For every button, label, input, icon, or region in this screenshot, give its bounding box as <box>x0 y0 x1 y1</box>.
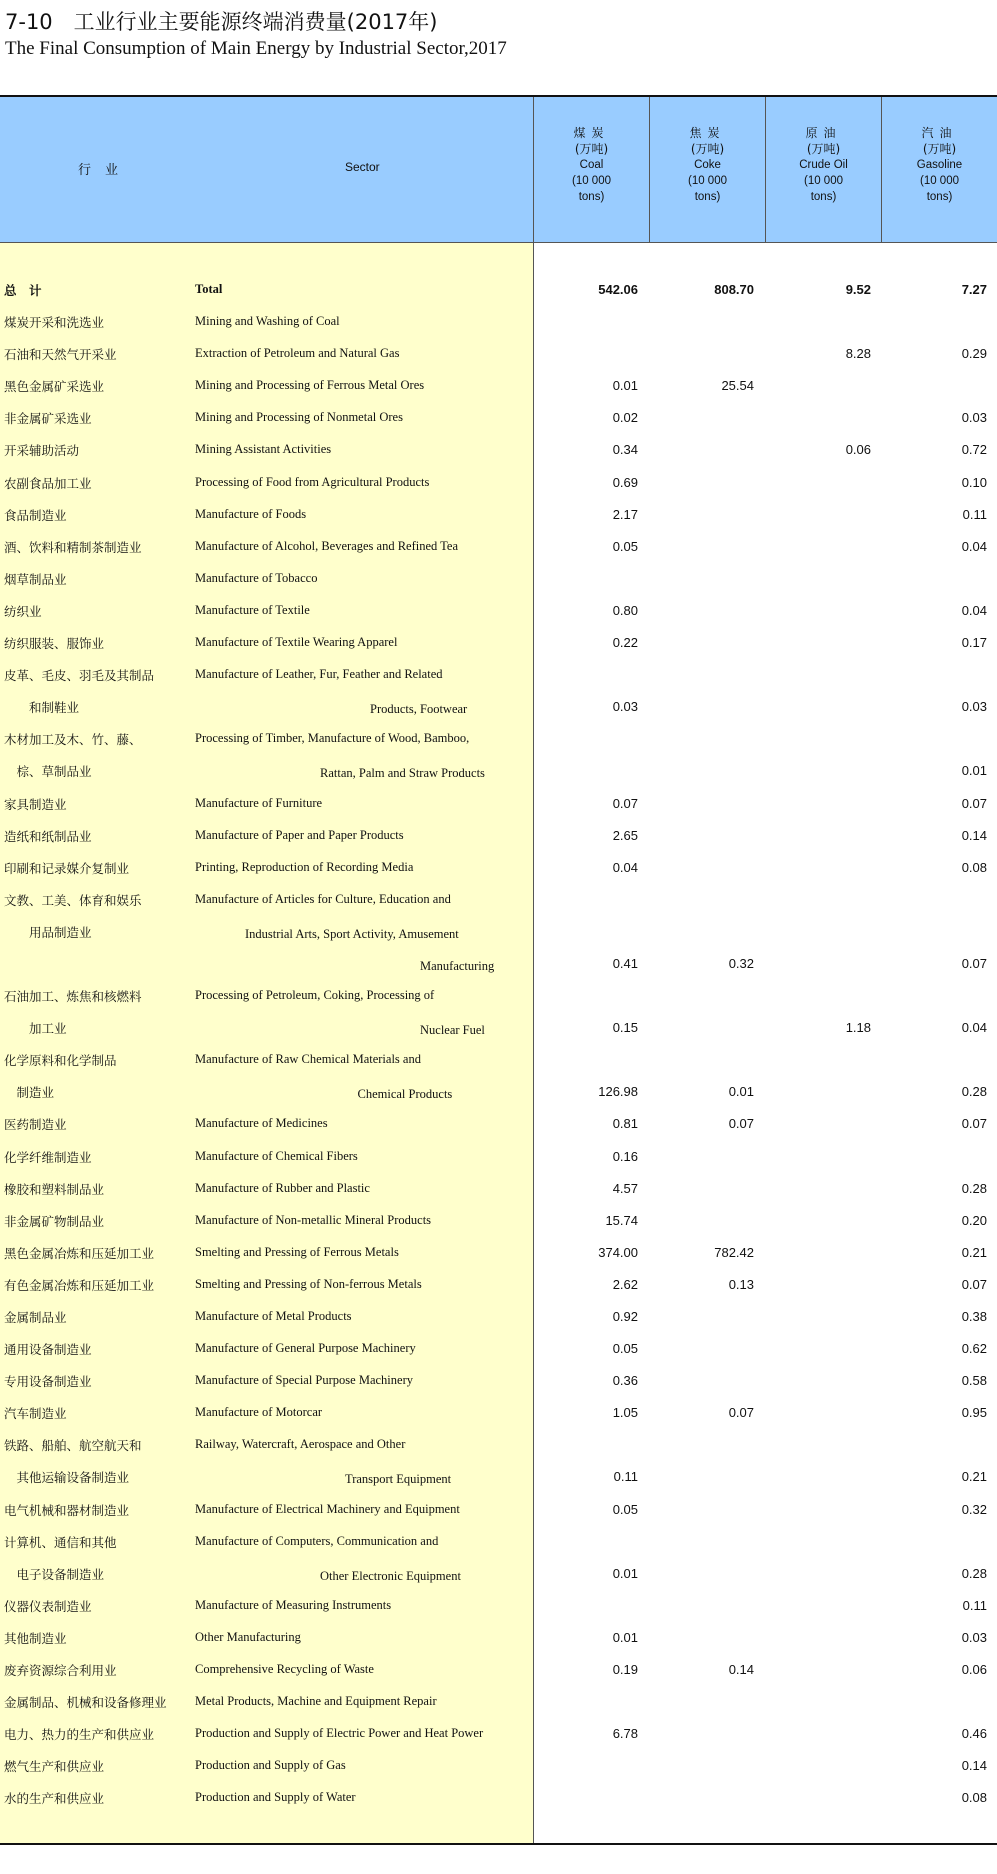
coke-value: 0.07 <box>728 1405 754 1421</box>
table-row <box>0 981 997 1013</box>
gasoline-value: 0.03 <box>961 410 987 426</box>
coke-value: 25.54 <box>721 378 754 394</box>
table-row <box>0 1366 997 1398</box>
table-bottom-rule <box>0 1843 997 1845</box>
table-body <box>0 275 997 1816</box>
crude-oil-value: 1.18 <box>845 1020 871 1036</box>
gasoline-value: 0.07 <box>961 955 987 971</box>
table-row <box>0 564 997 596</box>
col-unit-en: tons) <box>810 191 837 203</box>
coal-value: 0.01 <box>612 1565 638 1581</box>
sector-name-cn: 煤炭开采和洗选业 <box>4 315 105 331</box>
sector-name-cn: 水的生产和供应业 <box>4 1791 105 1807</box>
sector-name-en: Manufacture of Electrical Machinery and Equipment <box>195 1501 460 1516</box>
sector-name-en: Smelting and Pressing of Non-ferrous Metals <box>195 1276 422 1291</box>
sector-name-cn: 烟草制品业 <box>4 571 67 587</box>
gasoline-value: 0.04 <box>961 602 987 618</box>
sector-name-en: Industrial Arts, Sport Activity, Amusement <box>195 926 459 941</box>
sector-name-en: Other Manufacturing <box>195 1629 301 1644</box>
table-row <box>0 1174 997 1206</box>
sector-name-cn: 有色金属冶炼和压延加工业 <box>4 1277 155 1293</box>
sector-name-en: Manufacture of Computers, Communication and <box>195 1533 439 1548</box>
sector-name-cn: 化学原料和化学制品 <box>4 1053 117 1069</box>
col-unit-cn: (万吨) <box>806 142 841 156</box>
sector-name-en: Metal Products, Machine and Equipment Repair <box>195 1694 437 1709</box>
coal-value: 0.16 <box>612 1148 638 1164</box>
gasoline-value: 0.38 <box>961 1309 987 1324</box>
sector-name-cn: 酒、饮料和精制茶制造业 <box>4 539 142 555</box>
coal-value: 2.17 <box>612 506 638 522</box>
sector-name-en: Manufacture of Foods <box>195 506 307 521</box>
table-row <box>0 628 997 660</box>
sector-name-en: Manufacture of Non-metallic Mineral Products <box>195 1212 432 1227</box>
gasoline-value: 0.03 <box>961 699 987 715</box>
sector-name-en: Railway, Watercraft, Aerospace and Other <box>195 1437 406 1452</box>
sector-name-en: Manufacture of Rubber and Plastic <box>195 1180 370 1195</box>
sector-name-cn: 仪器仪表制造业 <box>4 1598 92 1614</box>
sector-name-en: Manufacture of Articles for Culture, Education and <box>195 891 451 906</box>
coal-value: 0.05 <box>612 1341 638 1357</box>
gasoline-value: 0.11 <box>962 506 987 522</box>
sector-name-en: Manufacture of Furniture <box>195 795 323 810</box>
sector-name-en: Mining and Processing of Nonmetal Ores <box>195 410 403 425</box>
gasoline-value: 0.95 <box>961 1405 987 1421</box>
table-row <box>0 371 997 403</box>
col-unit-cn: (万吨) <box>574 142 609 156</box>
gasoline-value: 0.29 <box>961 346 987 362</box>
coal-value: 0.81 <box>612 1116 638 1132</box>
table-row <box>0 1687 997 1719</box>
table-row <box>0 1238 997 1270</box>
table-row <box>0 275 997 307</box>
gasoline-value: 0.28 <box>961 1180 987 1196</box>
sector-name-cn: 电子设备制造业 <box>4 1566 105 1582</box>
gasoline-value: 0.01 <box>961 763 987 779</box>
table-row <box>0 1623 997 1655</box>
sector-name-en: Production and Supply of Water <box>195 1790 356 1805</box>
table-row <box>0 821 997 853</box>
sector-name-cn: 纺织业 <box>4 603 42 619</box>
crude-oil-value: 8.28 <box>845 346 871 362</box>
coal-value: 4.57 <box>612 1180 638 1196</box>
sector-name-cn: 石油加工、炼焦和核燃料 <box>4 989 142 1005</box>
col-cn-name: 原油 <box>805 126 842 140</box>
gasoline-value: 0.07 <box>961 1116 987 1132</box>
sector-name-en: Manufacture of Chemical Fibers <box>195 1148 358 1163</box>
sector-name-cn: 专用设备制造业 <box>4 1374 92 1390</box>
table-row <box>0 1077 997 1109</box>
col-cn-name: 煤炭 <box>573 126 610 140</box>
table-row <box>0 1270 997 1302</box>
table-row <box>0 1783 997 1815</box>
table-row <box>0 917 997 949</box>
table-row <box>0 1430 997 1462</box>
coal-value: 0.05 <box>612 538 638 554</box>
gasoline-value: 0.08 <box>961 1790 987 1806</box>
table-row <box>0 724 997 756</box>
col-unit-en: (10 000 <box>803 175 843 187</box>
sector-name-en: Manufacture of Raw Chemical Materials and <box>195 1052 421 1067</box>
sector-name-cn: 橡胶和塑料制品业 <box>4 1181 105 1197</box>
sector-name-cn: 家具制造业 <box>4 796 67 812</box>
sector-name-en: Manufacture of Special Purpose Machinery <box>195 1373 413 1388</box>
table-row <box>0 1302 997 1334</box>
col-cn-name: 汽油 <box>921 126 958 140</box>
table-row <box>0 1142 997 1174</box>
table-row <box>0 789 997 821</box>
sector-name-cn: 其他运输设备制造业 <box>4 1470 130 1486</box>
sector-name-en: Chemical Products <box>195 1087 453 1102</box>
gasoline-value: 0.10 <box>961 474 987 490</box>
table-row <box>0 692 997 724</box>
sector-name-en: Total <box>195 282 223 296</box>
header-col-gasoline <box>882 125 997 205</box>
table-row <box>0 403 997 435</box>
sector-name-en: Manufacture of Medicines <box>195 1116 328 1131</box>
col-en-name: Coal <box>579 159 604 171</box>
sector-name-en: Manufacture of Tobacco <box>195 570 318 585</box>
sector-name-cn: 黑色金属矿采选业 <box>4 379 105 395</box>
coke-value: 0.01 <box>728 1084 754 1100</box>
coal-value: 0.07 <box>612 795 638 811</box>
table-row <box>0 307 997 339</box>
sector-name-cn: 加工业 <box>4 1021 67 1037</box>
gasoline-value: 0.21 <box>961 1244 987 1260</box>
sector-name-cn: 铁路、船舶、航空航天和 <box>4 1438 142 1454</box>
crude-oil-value: 9.52 <box>845 282 871 297</box>
coal-value: 0.11 <box>613 1469 638 1485</box>
coal-value: 2.62 <box>612 1276 638 1292</box>
header-sector-cn: 行业 <box>78 163 133 178</box>
table-row <box>0 1655 997 1687</box>
sector-name-cn: 棕、草制品业 <box>4 764 92 780</box>
table-row <box>0 1398 997 1430</box>
table-row <box>0 1013 997 1045</box>
table-row <box>0 532 997 564</box>
sector-name-cn: 废弃资源综合利用业 <box>4 1663 117 1679</box>
gasoline-value: 0.20 <box>961 1212 987 1228</box>
table-row <box>0 596 997 628</box>
coal-value: 1.05 <box>612 1405 638 1421</box>
sector-name-cn: 其他制造业 <box>4 1630 67 1646</box>
table-row <box>0 949 997 981</box>
col-unit-cn: (万吨) <box>922 142 957 156</box>
gasoline-value: 0.07 <box>961 795 987 811</box>
table-row <box>0 1591 997 1623</box>
gasoline-value: 0.17 <box>961 635 987 651</box>
coal-value: 374.00 <box>598 1244 638 1260</box>
col-en-name: Crude Oil <box>799 159 848 171</box>
col-cn-name: 焦炭 <box>689 126 726 140</box>
coal-value: 0.92 <box>612 1309 638 1324</box>
col-unit-en: tons) <box>926 191 953 203</box>
sector-name-cn: 金属制品、机械和设备修理业 <box>4 1695 167 1711</box>
table-row <box>0 885 997 917</box>
sector-name-en: Extraction of Petroleum and Natural Gas <box>195 346 400 361</box>
col-unit-en: (10 000 <box>571 175 611 187</box>
sector-name-en: Manufacture of Leather, Fur, Feather and Related <box>195 667 443 682</box>
gasoline-value: 0.07 <box>961 1276 987 1292</box>
sector-name-cn: 计算机、通信和其他 <box>4 1534 117 1550</box>
sector-name-cn: 制造业 <box>4 1085 55 1101</box>
gasoline-value: 0.14 <box>961 827 987 843</box>
coke-value: 0.07 <box>728 1116 754 1132</box>
col-unit-en: tons) <box>578 191 605 203</box>
sector-name-en: Mining Assistant Activities <box>195 442 332 457</box>
gasoline-value: 0.04 <box>961 538 987 554</box>
coal-value: 15.74 <box>605 1212 638 1228</box>
coke-value: 808.70 <box>714 282 754 297</box>
gasoline-value: 0.14 <box>961 1758 987 1774</box>
col-unit-cn: (万吨) <box>690 142 725 156</box>
gasoline-value: 0.46 <box>961 1726 987 1742</box>
sector-name-en: Processing of Food from Agricultural Products <box>195 474 430 489</box>
sector-name-en: Manufacture of Textile <box>195 602 310 617</box>
gasoline-value: 0.32 <box>961 1501 987 1517</box>
sector-name-en: Products, Footwear <box>195 702 468 717</box>
col-en-name: Coke <box>694 159 721 171</box>
coal-value: 0.19 <box>612 1662 638 1678</box>
sector-name-en: Nuclear Fuel <box>195 1023 485 1038</box>
table-row <box>0 468 997 500</box>
col-unit-en: tons) <box>694 191 721 203</box>
page-title-cn: 7-10 工业行业主要能源终端消费量(2017年) <box>5 10 438 34</box>
sector-name-cn: 和制鞋业 <box>4 700 80 716</box>
coke-value: 0.13 <box>728 1276 754 1292</box>
table-row <box>0 1462 997 1494</box>
header-col-crude-oil <box>766 125 881 205</box>
table-row <box>0 1334 997 1366</box>
sector-name-cn: 皮革、毛皮、羽毛及其制品 <box>4 668 155 684</box>
sector-name-en: Mining and Processing of Ferrous Metal Ores <box>195 378 425 393</box>
gasoline-value: 0.28 <box>961 1565 987 1581</box>
coal-value: 0.02 <box>612 410 638 426</box>
sector-name-en: Production and Supply of Electric Power and Heat Power <box>195 1726 484 1741</box>
sector-name-cn: 食品制造业 <box>4 507 67 523</box>
sector-name-en: Manufacture of Textile Wearing Apparel <box>195 635 398 650</box>
sector-name-en: Production and Supply of Gas <box>195 1758 346 1773</box>
coal-value: 542.06 <box>598 282 638 297</box>
sector-name-cn: 纺织服装、服饰业 <box>4 636 105 652</box>
coal-value: 0.04 <box>612 859 638 875</box>
coke-value: 0.32 <box>728 955 754 971</box>
sector-name-cn: 用品制造业 <box>4 924 92 940</box>
sector-name-en: Transport Equipment <box>195 1472 452 1487</box>
header-col-coke <box>650 125 765 205</box>
table-row <box>0 1206 997 1238</box>
gasoline-value: 0.21 <box>961 1469 987 1485</box>
sector-name-cn: 开采辅助活动 <box>4 443 80 459</box>
table-row <box>0 756 997 788</box>
sector-name-en: Mining and Washing of Coal <box>195 314 340 329</box>
coal-value: 0.15 <box>612 1020 638 1036</box>
gasoline-value: 0.72 <box>961 442 987 458</box>
col-unit-en: (10 000 <box>919 175 959 187</box>
sector-name-cn: 非金属矿物制品业 <box>4 1213 105 1229</box>
gasoline-value: 7.27 <box>961 282 987 297</box>
sector-name-cn: 通用设备制造业 <box>4 1342 92 1358</box>
table-row <box>0 435 997 467</box>
table-row <box>0 1495 997 1527</box>
sector-name-cn: 汽车制造业 <box>4 1406 67 1422</box>
table-row <box>0 1751 997 1783</box>
table-row <box>0 339 997 371</box>
sector-name-en: Manufacture of Metal Products <box>195 1309 352 1323</box>
coal-value: 0.22 <box>612 635 638 651</box>
sector-name-cn: 文教、工美、体育和娱乐 <box>4 892 142 908</box>
coal-value: 0.01 <box>612 1629 638 1645</box>
sector-name-cn: 燃气生产和供应业 <box>4 1759 105 1775</box>
sector-name-en: Rattan, Palm and Straw Products <box>195 766 485 781</box>
sector-name-cn: 木材加工及木、竹、藤、 <box>4 732 142 748</box>
sector-name-cn: 医药制造业 <box>4 1117 67 1133</box>
coal-value: 6.78 <box>612 1726 638 1742</box>
coal-value: 0.03 <box>612 699 638 715</box>
table-row <box>0 1559 997 1591</box>
sector-name-cn: 化学纤维制造业 <box>4 1149 92 1165</box>
gasoline-value: 0.28 <box>961 1084 987 1100</box>
sector-name-cn: 总 计 <box>4 283 42 298</box>
header-col-coal <box>534 125 649 205</box>
gasoline-value: 0.62 <box>961 1341 987 1357</box>
sector-name-cn: 电气机械和器材制造业 <box>4 1502 130 1518</box>
crude-oil-value: 0.06 <box>845 442 871 458</box>
sector-name-cn: 印刷和记录媒介复制业 <box>4 860 130 876</box>
table-header <box>0 97 997 243</box>
table-row <box>0 500 997 532</box>
table-row <box>0 1045 997 1077</box>
col-unit-en: (10 000 <box>687 175 727 187</box>
sector-name-en: Manufacture of General Purpose Machinery <box>195 1341 416 1356</box>
gasoline-value: 0.06 <box>961 1662 987 1678</box>
sector-name-cn: 石油和天然气开采业 <box>4 347 117 363</box>
gasoline-value: 0.11 <box>962 1597 987 1613</box>
coal-value: 2.65 <box>612 827 638 843</box>
coal-value: 0.05 <box>612 1501 638 1517</box>
table-row <box>0 1527 997 1559</box>
sector-name-en: Comprehensive Recycling of Waste <box>195 1662 374 1677</box>
sector-name-cn: 造纸和纸制品业 <box>4 828 92 844</box>
page-title-en: The Final Consumption of Main Energy by Industrial Sector,2017 <box>5 38 507 59</box>
sector-name-cn: 农副食品加工业 <box>4 475 92 491</box>
sector-name-en: Processing of Timber, Manufacture of Wood, Bamboo, <box>195 731 470 746</box>
sector-name-en: Manufacture of Alcohol, Beverages and Refined Tea <box>195 538 459 553</box>
sector-name-en: Smelting and Pressing of Ferrous Metals <box>195 1244 399 1259</box>
coal-value: 0.01 <box>612 378 638 394</box>
sector-name-en: Printing, Reproduction of Recording Media <box>195 859 414 874</box>
coal-value: 0.80 <box>612 602 638 618</box>
coal-value: 0.34 <box>612 442 638 458</box>
sector-name-cn: 电力、热力的生产和供应业 <box>4 1727 155 1743</box>
sector-name-en: Manufacture of Measuring Instruments <box>195 1597 392 1612</box>
coal-value: 0.41 <box>612 955 638 971</box>
gasoline-value: 0.03 <box>961 1629 987 1645</box>
header-sector-en: Sector <box>345 160 380 174</box>
gasoline-value: 0.08 <box>961 859 987 875</box>
sector-name-cn: 金属制品业 <box>4 1310 67 1325</box>
sector-name-cn: 黑色金属冶炼和压延加工业 <box>4 1245 155 1261</box>
coal-value: 126.98 <box>598 1084 638 1100</box>
table-row <box>0 853 997 885</box>
sector-name-en: Manufacture of Paper and Paper Products <box>195 827 404 842</box>
gasoline-value: 0.04 <box>961 1020 987 1036</box>
table-row <box>0 660 997 692</box>
col-en-name: Gasoline <box>916 159 963 171</box>
coke-value: 782.42 <box>714 1244 754 1260</box>
coal-value: 0.69 <box>612 474 638 490</box>
sector-name-en: Manufacturing <box>195 958 495 973</box>
table-row <box>0 1109 997 1141</box>
sector-name-en: Processing of Petroleum, Coking, Processing of <box>195 988 435 1003</box>
coal-value: 0.36 <box>612 1373 638 1389</box>
table-row <box>0 1719 997 1751</box>
sector-name-en: Manufacture of Motorcar <box>195 1405 323 1420</box>
sector-name-cn: 非金属矿采选业 <box>4 411 92 427</box>
gasoline-value: 0.58 <box>961 1373 987 1389</box>
coke-value: 0.14 <box>728 1662 754 1678</box>
sector-name-en: Other Electronic Equipment <box>195 1568 461 1583</box>
